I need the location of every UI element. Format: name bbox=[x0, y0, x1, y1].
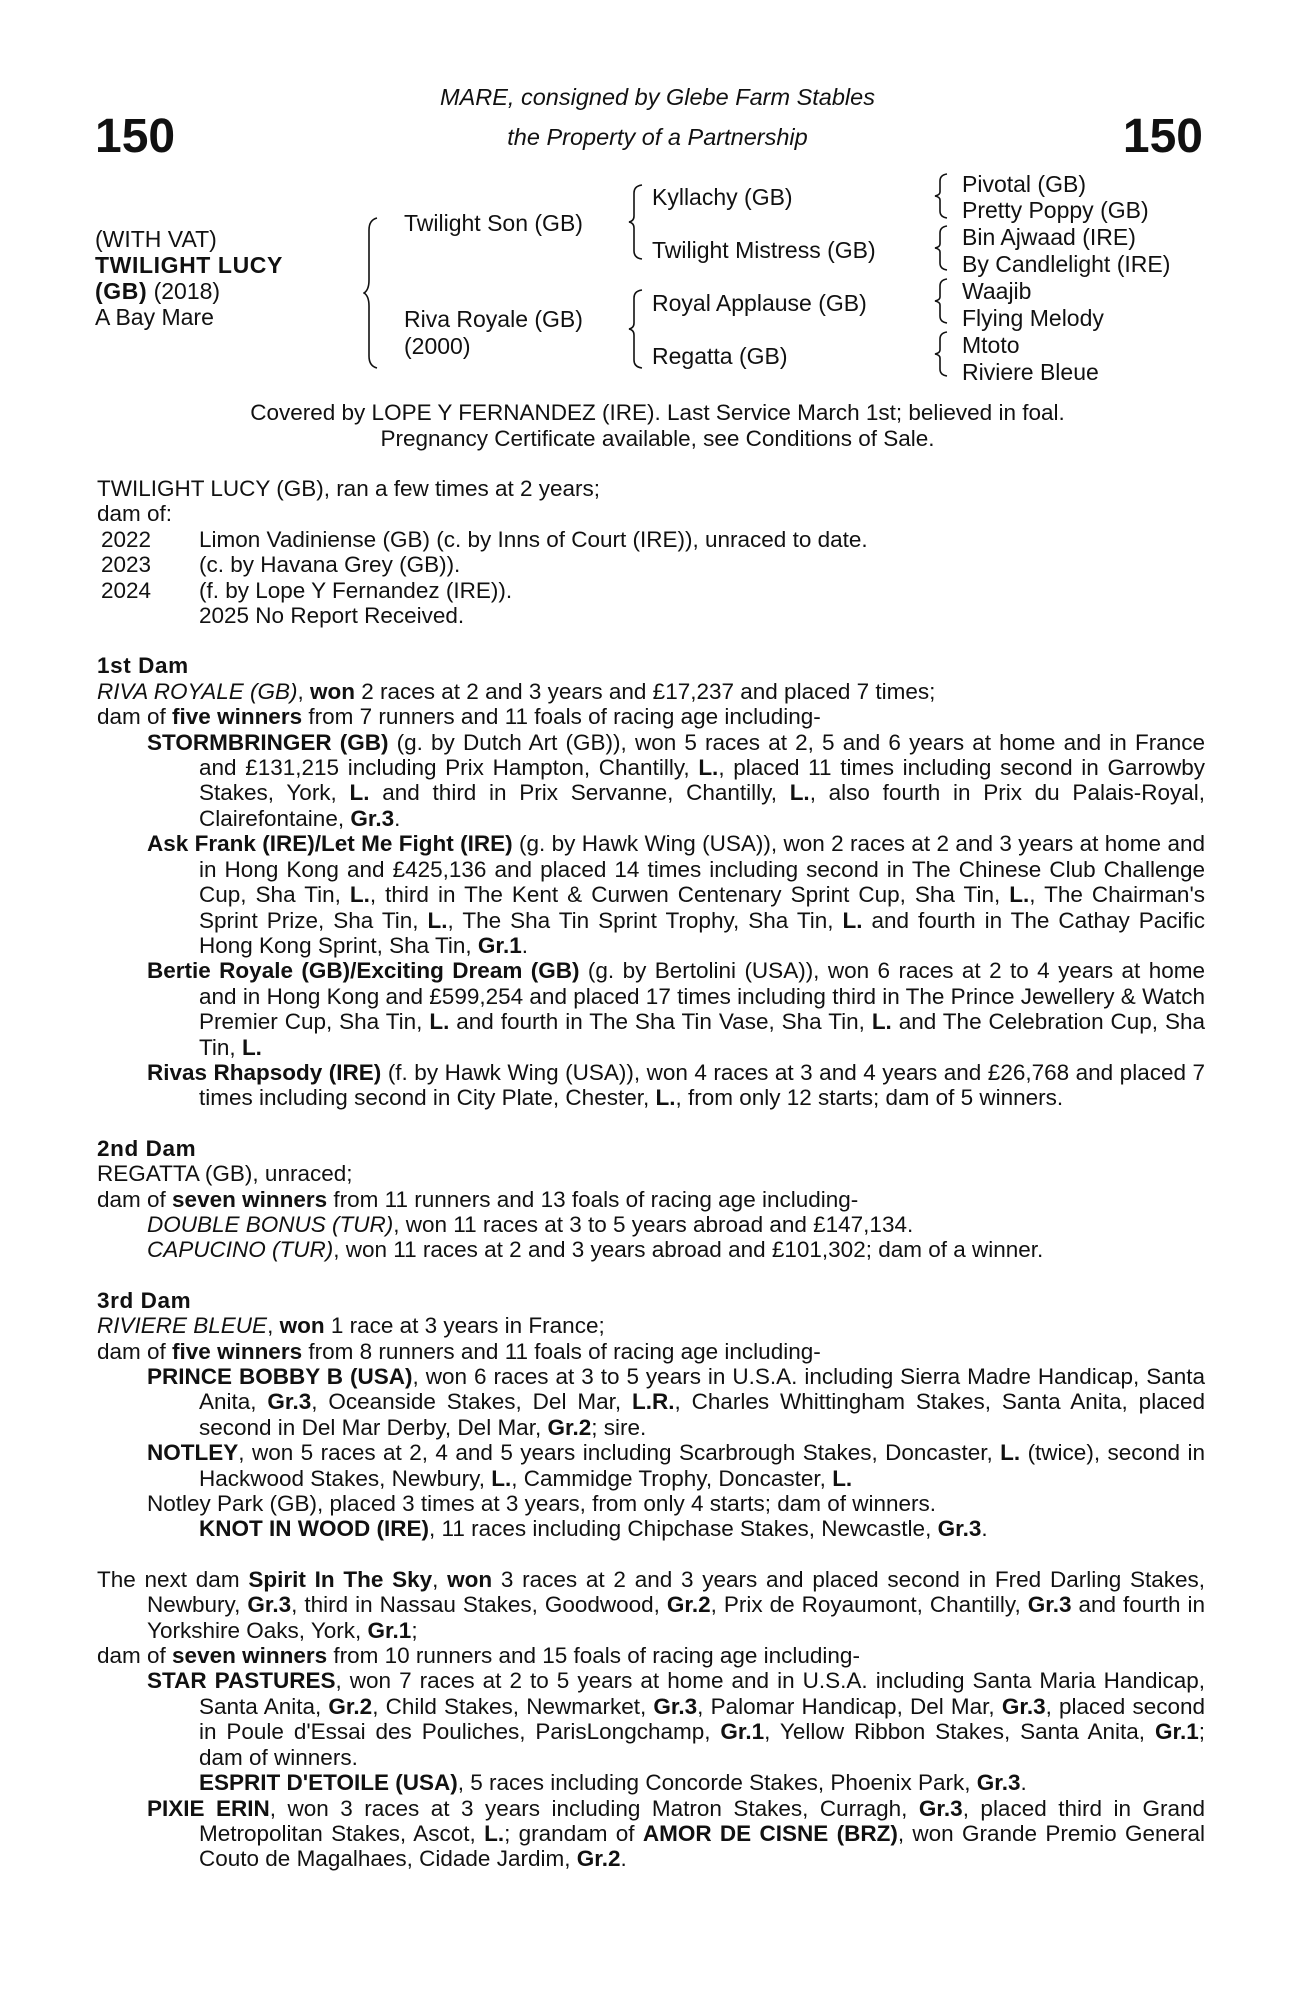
ancestor-1: Pivotal (GB) bbox=[962, 171, 1086, 197]
brace-dam-parents bbox=[628, 288, 648, 370]
brace-g78 bbox=[934, 330, 952, 378]
ancestor-8: Riviere Bleue bbox=[962, 359, 1099, 385]
first-dam-heading: 1st Dam bbox=[97, 653, 189, 679]
intro-line: TWILIGHT LUCY (GB), ran a few times at 2 years; bbox=[97, 476, 601, 501]
pixie-erin-entry: PIXIE ERIN, won 3 races at 3 years including Matron Stakes, Curragh, Gr.3, placed third in Grand Metropolitan Stakes, Ascot, L.; grandam of AMOR DE CISNE (BRZ), won Grande Premio General Couto de Magalhaes, Cidade Jardim, Gr.2. bbox=[147, 1795, 1205, 1872]
ancestor-5: Waajib bbox=[962, 278, 1032, 304]
third-dam-record: RIVIERE BLEUE, won 1 race at 3 years in France; bbox=[97, 1313, 605, 1339]
dam-dam: Regatta (GB) bbox=[652, 343, 788, 369]
brace-g56 bbox=[934, 277, 952, 325]
vat-label: (WITH VAT) bbox=[95, 226, 217, 252]
brace-sire-dam bbox=[363, 216, 385, 370]
second-dam-produce: dam of seven winners from 11 runners and 13 foals of racing age including- bbox=[97, 1186, 859, 1212]
horse-description: A Bay Mare bbox=[95, 304, 214, 330]
ancestor-4: By Candlelight (IRE) bbox=[962, 251, 1171, 277]
sire: Twilight Son (GB) bbox=[404, 210, 583, 236]
brace-g34 bbox=[934, 224, 952, 272]
first-dam-produce: dam of five winners from 7 runners and 11 foals of racing age including- bbox=[97, 704, 821, 730]
esprit-detoile-entry: ESPRIT D'ETOILE (USA), 5 races including Concorde Stakes, Phoenix Park, Gr.3. bbox=[199, 1770, 1027, 1796]
next-dam-record: The next dam Spirit In The Sky, won 3 races at 2 and 3 years and placed second in Fred Darling Stakes, Newbury, Gr.3, third in Nassau Stakes, Goodwood, Gr.2, Prix de Royaumont, Chantilly, Gr.3 and fourth in Yorkshire Oaks, York, Gr.1; bbox=[97, 1566, 1206, 1643]
notley-park-entry: Notley Park (GB), placed 3 times at 3 years, from only 4 starts; dam of winners. bbox=[147, 1491, 937, 1517]
brace-sire-parents bbox=[628, 183, 648, 261]
ownership-line: the Property of a Partnership bbox=[507, 124, 808, 150]
dam-sire: Royal Applause (GB) bbox=[652, 290, 867, 316]
covering-note bbox=[0, 400, 1315, 452]
ancestor-3: Bin Ajwaad (IRE) bbox=[962, 224, 1136, 250]
first-dam-record: RIVA ROYALE (GB), won 2 races at 2 and 3 years and £17,237 and placed 7 times; bbox=[97, 678, 936, 704]
brace-g12 bbox=[934, 172, 952, 220]
progeny-row: 2025 No Report Received. bbox=[199, 603, 465, 629]
double-bonus-entry: DOUBLE BONUS (TUR), won 11 races at 3 to 5 years abroad and £147,134. bbox=[147, 1211, 914, 1237]
ancestor-2: Pretty Poppy (GB) bbox=[962, 197, 1149, 223]
horse-name: TWILIGHT LUCY bbox=[95, 252, 283, 278]
notley-entry: NOTLEY, won 5 races at 2, 4 and 5 years including Scarbrough Stakes, Doncaster, L. (twice), second in Hackwood Stakes, Newbury, L., Cammidge Trophy, Doncaster, L. bbox=[147, 1440, 1205, 1491]
progeny-list bbox=[97, 527, 1205, 629]
progeny-row: 2022 Limon Vadiniense (GB) (c. by Inns of Court (IRE)), unraced to date. bbox=[100, 526, 868, 552]
prince-bobby-entry: PRINCE BOBBY B (USA), won 6 races at 3 to 5 years in U.S.A. including Sierra Madre Handicap, Santa Anita, Gr.3, Oceanside Stakes, Del Mar, L.R., Charles Whittingham Stakes, Santa Anita, placed second in Del Mar Derby, Del Mar, Gr.2; sire. bbox=[147, 1364, 1206, 1440]
star-pastures-entry: STAR PASTURES, won 7 races at 2 to 5 years at home and in U.S.A. including Santa Maria Handicap, Santa Anita, Gr.2, Child Stakes, Newmarket, Gr.3, Palomar Handicap, Del Mar, Gr.3, placed second in Poule d'Essai des Pouliches, ParisLongchamp, Gr.1, Yellow Ribbon Stakes, Santa Anita, Gr.1; dam of winners. bbox=[147, 1668, 1206, 1770]
dam-of-label: dam of: bbox=[97, 501, 173, 527]
second-dam-record: REGATTA (GB), unraced; bbox=[97, 1161, 353, 1187]
progeny-row: 2024 (f. by Lope Y Fernandez (IRE)). bbox=[100, 577, 513, 603]
bertie-royale-entry: Bertie Royale (GB)/Exciting Dream (GB) (g. by Bertolini (USA)), won 6 races at 2 to 4 years at home and in Hong Kong and £599,254 and placed 17 times including third in The Prince Jewellery & Watch Premier Cup, Sha Tin, L. and fourth in The Sha Tin Vase, Sha Tin, L. and The Celebration Cup, Sha Tin, L. bbox=[147, 958, 1206, 1060]
horse-country-year: (GB) (2018) bbox=[95, 278, 221, 304]
consignor-line: MARE, consigned by Glebe Farm Stables bbox=[440, 84, 875, 110]
stormbringer-entry: STORMBRINGER (GB) (g. by Dutch Art (GB)), won 5 races at 2, 5 and 6 years at home and in France and £131,215 including Prix Hampton, Chantilly, L., placed 11 times including second in Garrowby Stakes, York, L. and third in Prix Servanne, Chantilly, L., also fourth in Prix du Palais-Royal, Clairefontaine, Gr.3. bbox=[147, 729, 1205, 831]
third-dam-heading: 3rd Dam bbox=[97, 1287, 192, 1313]
covered-line-1: Covered by LOPE Y FERNANDEZ (IRE). Last Service March 1st; believed in foal. bbox=[250, 400, 1065, 425]
next-dam-produce: dam of seven winners from 10 runners and 15 foals of racing age including- bbox=[97, 1643, 860, 1669]
lot-number-left: 150 bbox=[95, 110, 176, 163]
sire-dam: Twilight Mistress (GB) bbox=[652, 237, 876, 263]
dam: Riva Royale (GB) bbox=[404, 306, 583, 332]
progeny-row: 2023 (c. by Havana Grey (GB)). bbox=[100, 552, 461, 578]
covered-line-2: Pregnancy Certificate available, see Conditions of Sale. bbox=[380, 426, 935, 451]
ancestor-6: Flying Melody bbox=[962, 305, 1104, 331]
knot-in-wood-entry: KNOT IN WOOD (IRE), 11 races including Chipchase Stakes, Newcastle, Gr.3. bbox=[199, 1516, 988, 1542]
dam-year: (2000) bbox=[404, 333, 471, 359]
sire-sire: Kyllachy (GB) bbox=[652, 184, 793, 210]
ask-frank-entry: Ask Frank (IRE)/Let Me Fight (IRE) (g. by Hawk Wing (USA)), won 2 races at 2 and 3 years at home and in Hong Kong and £425,136 and placed 14 times including second in The Chinese Club Challenge Cup, Sha Tin, L., third in The Kent & Curwen Centenary Sprint Cup, Sha Tin, L., The Chairman's Sprint Prize, Sha Tin, L., The Sha Tin Sprint Trophy, Sha Tin, L. and fourth in The Cathay Pacific Hong Kong Sprint, Sha Tin, Gr.1. bbox=[147, 831, 1205, 958]
catalogue-body bbox=[97, 476, 1205, 1872]
rivas-rhapsody-entry: Rivas Rhapsody (IRE) (f. by Hawk Wing (USA)), won 4 races at 3 and 4 years and £26,768 and placed 7 times including second in City Plate, Chester, L., from only 12 starts; dam of 5 winners. bbox=[147, 1059, 1205, 1111]
third-dam-produce: dam of five winners from 8 runners and 11 foals of racing age including- bbox=[97, 1338, 821, 1364]
second-dam-heading: 2nd Dam bbox=[97, 1135, 197, 1161]
ancestor-7: Mtoto bbox=[962, 332, 1020, 358]
pedigree-table bbox=[0, 0, 1315, 400]
lot-number-right: 150 bbox=[1122, 110, 1203, 163]
capucino-entry: CAPUCINO (TUR), won 11 races at 2 and 3 years abroad and £101,302; dam of a winner. bbox=[147, 1237, 1044, 1263]
